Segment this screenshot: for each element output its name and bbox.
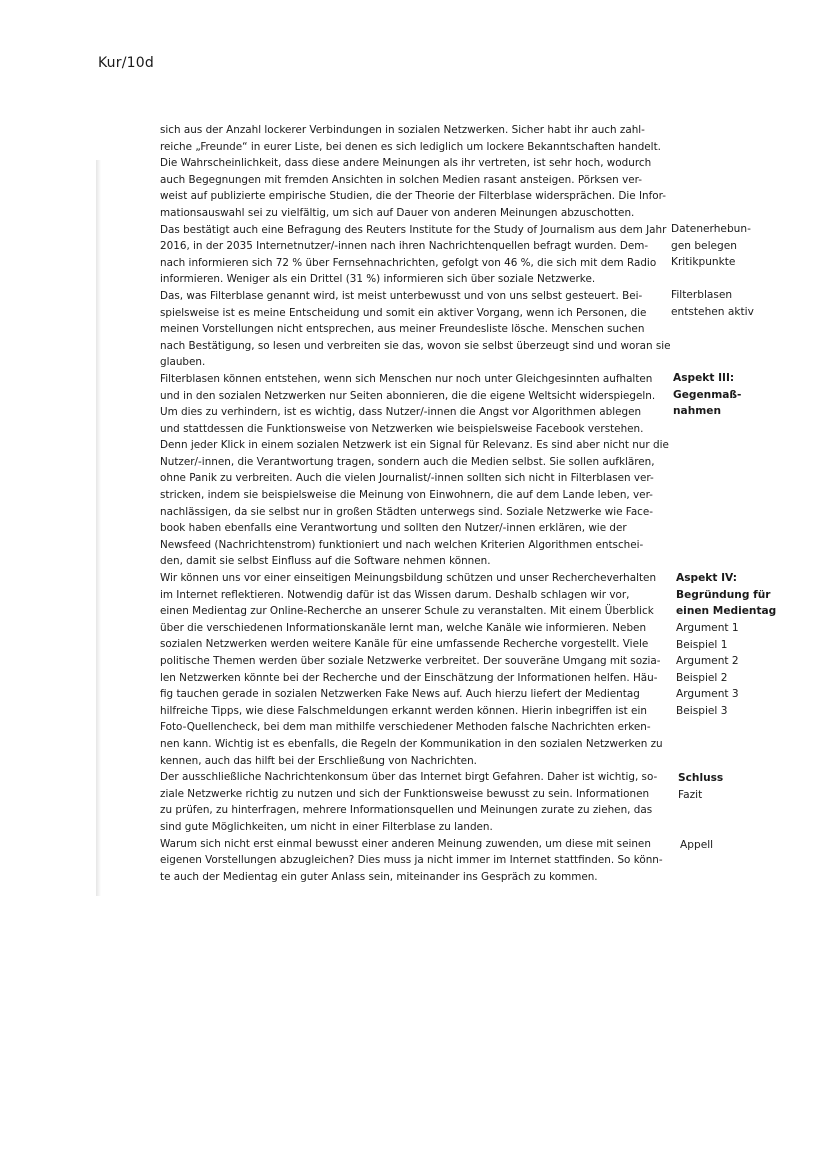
text-line: stricken, indem sie beispielsweise die Meinung von Einwohnern, die auf dem Lande leben, ver- (160, 489, 653, 502)
text-line: 2016, in der 2035 Internetnutzer/-innen nach ihren Nachrichtenquellen befragt wurden. Dem- (160, 240, 649, 253)
text-line: Wir können uns vor einer einseitigen Meinungsbildung schützen und unser Rechercheverhalten (160, 572, 657, 585)
text-line: Warum sich nicht erst einmal bewusst einer anderen Meinung zuwenden, um diese mit seinen (160, 837, 651, 850)
text-line: nach informieren sich 72 % über Fernsehnachrichten, gefolgt von 46 %, die sich mit dem Radio (160, 256, 657, 269)
note-line: Schluss (678, 772, 724, 784)
note-line: Argument 1 (676, 622, 739, 634)
text-line: nen kann. Wichtig ist es ebenfalls, die Regeln der Kommunikation in den sozialen Netzwerken zu (160, 737, 663, 750)
margin-note-argumente (676, 620, 739, 720)
text-line: glauben. (160, 356, 206, 369)
note-line: Fazit (678, 788, 703, 801)
note-line: einen Medientag (676, 605, 777, 618)
text-line: reiche „Freunde“ in eurer Liste, bei denen es sich lediglich um lockere Bekanntschaften handelt. (160, 140, 661, 153)
note-line: Beispiel 3 (676, 704, 728, 717)
paragraph (160, 222, 668, 288)
text-line: ohne Panik zu verbreiten. Auch die vielen Journalist/-innen sollten sich nicht in Filterblasen ver- (160, 472, 654, 485)
text-line: einen Medientag zur Online-Recherche an unserer Schule zu veranstalten. Mit einem Überblick (160, 605, 654, 618)
text-line: Die Wahrscheinlichkeit, dass diese andere Meinungen als ihr vertreten, ist sehr hoch, wodurch (160, 157, 652, 170)
text-line: sozialen Netzwerken werden weitere Kanäle für eine umfassende Recherche vorgestellt. Viele (160, 638, 649, 651)
paragraph (160, 288, 671, 371)
text-line: kennen, auch das hilft bei der Erschließung von Nachrichten. (160, 754, 477, 767)
note-line: Kritikpunkte (671, 256, 736, 269)
paragraph (160, 122, 668, 222)
margin-note-aspekt-3 (673, 370, 741, 420)
text-line: te auch der Medientag ein guter Anlass sein, miteinander ins Gespräch zu kommen. (160, 870, 598, 883)
text-line: Filterblasen können entstehen, wenn sich Menschen nur noch unter Gleichgesinnten aufhalten (160, 372, 653, 385)
note-line: Argument 2 (676, 655, 739, 668)
note-line: Begründung für (676, 588, 771, 601)
text-line: sich aus der Anzahl lockerer Verbindungen in sozialen Netzwerken. Sicher habt ihr auch zahl- (160, 124, 645, 136)
text-line: zu prüfen, zu hinterfragen, mehrere Informationsquellen und Meinungen zurate zu ziehen, das (160, 804, 653, 817)
text-line: eigenen Vorstellungen abzugleichen? Dies muss ja nicht immer im Internet stattfinden. So könn- (160, 854, 663, 867)
text-line: den, damit sie selbst Einfluss auf die Software nehmen können. (160, 555, 491, 568)
note-line: Aspekt III: (673, 372, 735, 384)
note-line: Aspekt IV: (676, 572, 737, 584)
text-line: spielsweise ist es meine Entscheidung und somit ein aktiver Vorgang, wenn ich Personen, die (160, 306, 647, 319)
text-line: informieren. Weniger als ein Drittel (31 %) informieren sich über soziale Netzwerke. (160, 273, 596, 286)
text-line: hilfreiche Tipps, wie diese Falschmeldungen erkannt werden können. Hierin inbegriffen ist ein (160, 704, 647, 717)
text-line: Foto-Quellencheck, bei dem man mithilfe verschiedener Methoden falsche Nachrichten erken- (160, 721, 651, 734)
margin-note-appell (680, 837, 713, 854)
text-line: Um dies zu verhindern, ist es wichtig, dass Nutzer/-innen die Angst vor Algorithmen ablegen (160, 406, 642, 419)
margin-note-schluss (678, 770, 723, 803)
margin-note-filterblasen (671, 287, 754, 320)
text-line: Newsfeed (Nachrichtenstrom) funktioniert und nach welchen Kriterien Algorithmen entschei- (160, 538, 644, 551)
text-line: fig tauchen gerade in sozialen Netzwerken Fake News auf. Auch hierzu liefert der Medientag (160, 688, 640, 701)
text-line: und stattdessen die Funktionsweise von Netzwerken wie beispielsweise Facebook verstehen. (160, 422, 644, 435)
text-line: Das, was Filterblase genannt wird, ist meist unterbewusst und von uns selbst gesteuert. Bei- (160, 289, 643, 302)
paragraph (160, 570, 668, 769)
note-line: Appell (680, 839, 714, 851)
note-line: gen belegen (671, 239, 737, 252)
text-line: ziale Netzwerke richtig zu nutzen und sich der Funktionsweise bewusst zu sein. Informationen (160, 787, 650, 800)
note-line: entstehen aktiv (671, 305, 754, 318)
text-line: und in den sozialen Netzwerken nur Seiten abonnieren, die die eigene Weltsicht widerspiegeln. (160, 389, 656, 402)
text-line: mationsauswahl sei zu vielfältig, um sich auf Dauer von anderen Meinungen abzuschotten. (160, 206, 635, 219)
margin-note-datenerhebungen (671, 221, 751, 271)
note-line: Argument 3 (676, 688, 739, 701)
paragraph (160, 769, 668, 835)
margin-note-aspekt-4 (676, 570, 776, 620)
text-line: sind gute Möglichkeiten, um nicht in einer Filterblase zu landen. (160, 820, 493, 833)
main-text-column (160, 122, 671, 885)
note-line: Beispiel 1 (676, 638, 728, 651)
note-line: Datenerhebun- (671, 223, 751, 235)
text-line: nachlässigen, da sie selbst nur in großen Städten unterwegs sind. Soziale Netzwerke wie Face- (160, 505, 654, 518)
text-line: Das bestätigt auch eine Befragung des Reuters Institute for the Study of Journalism aus dem Jahr (160, 223, 667, 236)
note-line: nahmen (673, 405, 721, 418)
text-line: Denn jeder Klick in einem sozialen Netzwerk ist ein Signal für Relevanz. Es sind aber nicht nur die (160, 439, 669, 452)
paragraph (160, 371, 668, 570)
note-line: Beispiel 2 (676, 671, 728, 684)
text-line: nach Bestätigung, so lesen und verbreiten sie das, wovon sie selbst überzeugt sind und woran sie (160, 339, 671, 352)
text-line: Nutzer/-innen, die Verantwortung tragen, sondern auch die Medien selbst. Sie sollen aufklären, (160, 455, 655, 468)
text-line: im Internet reflektieren. Notwendig dafür ist das Wissen darum. Deshalb schlagen wir vor, (160, 588, 630, 601)
text-line: meinen Vorstellungen nicht entsprechen, aus meiner Freundesliste lösche. Menschen suchen (160, 323, 645, 336)
paragraph (160, 836, 668, 886)
text-line: auch Begegnungen mit fremden Ansichten in solchen Medien rasant ansteigen. Pörksen ver- (160, 173, 642, 186)
scan-gutter-shadow (96, 160, 101, 896)
text-line: Der ausschließliche Nachrichtenkonsum über das Internet birgt Gefahren. Daher ist wichtig, so- (160, 771, 658, 784)
text-line: book haben ebenfalls eine Verantwortung und sollten den Nutzer/-innen erklären, wie der (160, 522, 627, 535)
note-line: Gegenmaß- (673, 388, 742, 401)
text-line: weist auf publizierte empirische Studien, die der Theorie der Filterblase widersprächen. Die Infor- (160, 190, 667, 203)
page-header-label: Kur/10d (98, 55, 154, 71)
note-line: Filterblasen (671, 289, 733, 301)
text-line: len Netzwerken könnte bei der Recherche und der Einschätzung der Informationen helfen. Häu- (160, 671, 658, 684)
text-line: über die verschiedenen Informationskanäle lernt man, welche Kanäle wie informieren. Neben (160, 621, 647, 634)
text-line: politische Themen werden über soziale Netzwerke verbreitet. Der souveräne Umgang mit sozia- (160, 655, 661, 667)
